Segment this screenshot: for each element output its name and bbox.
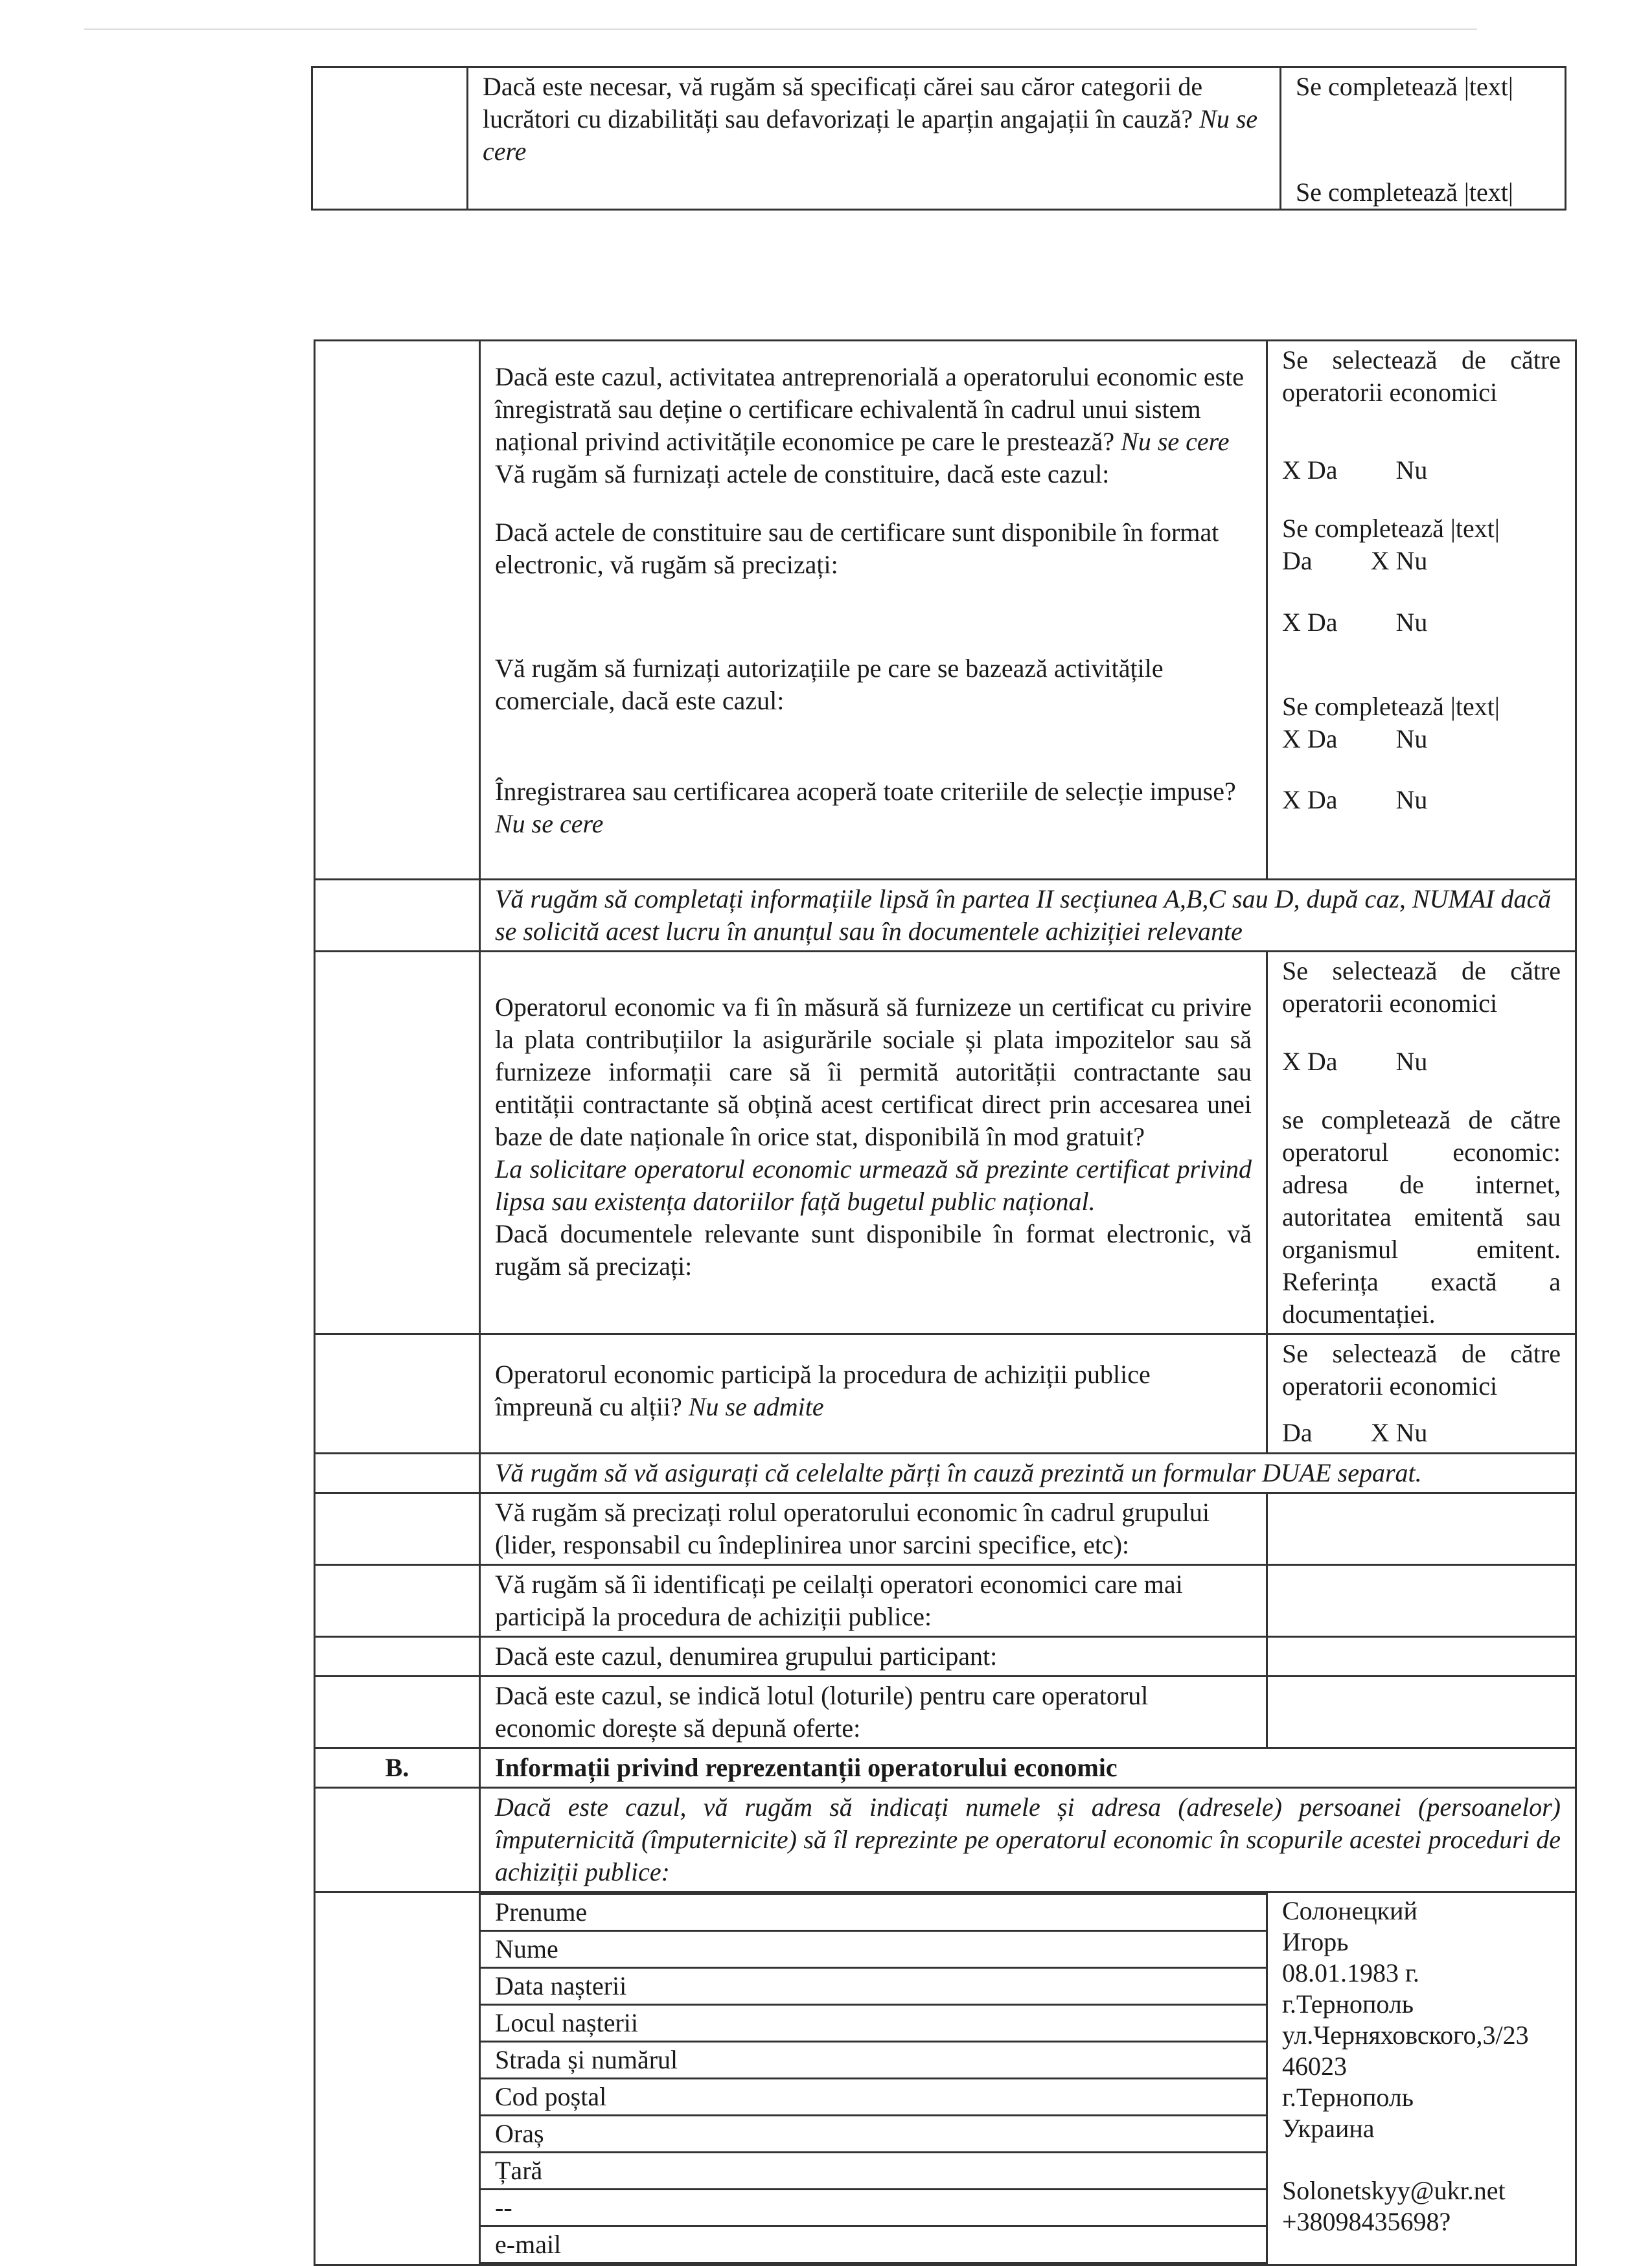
section-letter: B.	[315, 1748, 480, 1788]
option-da[interactable]: Da	[1282, 1418, 1313, 1447]
q10-text: Dacă este cazul, se indică lotul (loturile) pentru care operatorul economic dorește să depună oferte:	[480, 1677, 1267, 1748]
group-participation-answers	[1267, 1334, 1576, 1454]
q8-text: Vă rugăm să îi identificați pe ceilalți operatori economici care mai participă la procedura de achiziții publice:	[480, 1565, 1267, 1637]
option-nu-checked[interactable]: X Nu	[1370, 1418, 1428, 1447]
q7-answer[interactable]	[1267, 1493, 1576, 1565]
table-disability-categories	[311, 66, 1566, 211]
value-0: Солонецкий	[1282, 1896, 1417, 1925]
instruction-separate-form: Vă rugăm să vă asigurați că celelalte părți în cauză prezintă un formular DUAE separat.	[480, 1454, 1576, 1493]
option-da-checked[interactable]: X Da	[1282, 1047, 1338, 1076]
note-text: Nu se cere	[483, 104, 1258, 166]
label-8: --	[481, 2190, 1266, 2226]
q5-text: Operatorul economic va fi în măsură să furnizeze un certificat cu privire la plata contribuțiilor la asigurările sociale și plata impozitelor sau să furnizeze informații care să îi permită autorității contractante sau entității contractante să obțină acest certificat direct prin accesarea unei baze de date naționale în orice stat, disponibilă în mod gratuit?	[495, 992, 1252, 1151]
q9-text: Dacă este cazul, denumirea grupului participant:	[480, 1637, 1267, 1677]
q10-answer[interactable]	[1267, 1677, 1576, 1748]
representative-instruction: Dacă este cazul, vă rugăm să indicați numele și adresa (adresele) persoanei (persoanelor) împuternicită (împuternicite) să îl reprezinte pe operatorul economic în scopurile acestei proceduri de achiziții publice:	[480, 1788, 1576, 1892]
option-da-checked[interactable]: X Da	[1282, 785, 1338, 814]
q5-italic-note: La solicitare operatorul economic urmează să prezinte certificat privind lipsa sau existența datoriilor față bugetul public național.	[495, 1154, 1252, 1216]
value-1: Игорь	[1282, 1927, 1349, 1956]
answer-field-1[interactable]: Se completează |text|	[1296, 72, 1513, 101]
empty-cell	[315, 1334, 480, 1454]
q1b-text: Vă rugăm să furnizați actele de constituire, dacă este cazul:	[495, 459, 1110, 488]
option-da[interactable]: Da	[1282, 546, 1313, 575]
instruction-missing-info: Vă rugăm să completați informațiile lipsă în partea II secțiunea A,B,C sau D, după caz, NUMAI dacă se solicită acest lucru în anunțul sau în documentele achiziției relevante	[480, 880, 1576, 952]
certificate-answers	[1267, 952, 1576, 1334]
table-operator-info	[314, 339, 1577, 2266]
value-2: 08.01.1983 г.	[1282, 1958, 1419, 1987]
representative-values	[1267, 1892, 1576, 2265]
group-participation-question	[480, 1334, 1267, 1454]
label-4: Strada și numărul	[481, 2042, 1266, 2079]
empty-cell	[315, 341, 480, 880]
label-9: e-mail	[481, 2226, 1266, 2263]
label-3: Locul nașterii	[481, 2005, 1266, 2042]
empty-cell	[315, 1892, 480, 2265]
text-field[interactable]: Se completează |text|	[1282, 514, 1500, 543]
answer-cell	[1281, 67, 1566, 210]
select-hint: Se selectează de către operatorii economici	[1282, 345, 1561, 407]
label-1: Nume	[481, 1931, 1266, 1968]
empty-cell	[312, 67, 468, 210]
option-nu[interactable]: Nu	[1395, 608, 1428, 637]
certificate-text-field[interactable]: se completează de către operatorul economic: adresa de internet, autoritatea emitentă sau organismul emitent. Referința exactă a documentației.	[1282, 1105, 1561, 1329]
option-da-checked[interactable]: X Da	[1282, 724, 1338, 753]
labels-list	[481, 1893, 1266, 2264]
option-nu-checked[interactable]: X Nu	[1370, 546, 1428, 575]
label-2: Data nașterii	[481, 1968, 1266, 2005]
q1-note: Nu se cere	[1121, 427, 1230, 456]
option-nu[interactable]: Nu	[1395, 455, 1428, 485]
section-title: Informații privind reprezentanții operatorului economic	[480, 1748, 1576, 1788]
q6-note: Nu se admite	[688, 1392, 824, 1421]
answer-field-2[interactable]: Se completează |text|	[1296, 177, 1513, 207]
scan-edge-line	[84, 29, 1477, 30]
value-4: ул.Черняховского,3/23	[1282, 2020, 1529, 2050]
value-5: 46023	[1282, 2052, 1347, 2081]
value-6: г.Тернополь	[1282, 2083, 1414, 2112]
value-3: г.Тернополь	[1282, 1989, 1414, 2019]
option-nu[interactable]: Nu	[1395, 1047, 1428, 1076]
q8-answer[interactable]	[1267, 1565, 1576, 1637]
empty-cell	[315, 1565, 480, 1637]
label-0: Prenume	[481, 1894, 1266, 1931]
registration-questions	[480, 341, 1267, 880]
empty-cell	[315, 952, 480, 1334]
q6-text: Operatorul economic participă la procedura de achiziții publice împreună cu alții?	[495, 1360, 1151, 1421]
text-field[interactable]: Se completează |text|	[1282, 692, 1500, 721]
q5b-text: Dacă documentele relevante sunt disponibile în format electronic, vă rugăm să precizați:	[495, 1219, 1252, 1281]
registration-answers	[1267, 341, 1576, 880]
q4-text: Înregistrarea sau certificarea acoperă toate criteriile de selecție impuse?	[495, 777, 1236, 806]
value-8	[1282, 2144, 1561, 2175]
select-hint: Se selectează de către operatorii economici	[1282, 956, 1561, 1018]
value-10: +38098435698?	[1282, 2207, 1451, 2236]
label-5: Cod poștal	[481, 2079, 1266, 2116]
q9-answer[interactable]	[1267, 1637, 1576, 1677]
value-9: Solonetskyy@ukr.net	[1282, 2176, 1506, 2205]
q7-text: Vă rugăm să precizați rolul operatorului economic în cadrul grupului (lider, responsabil cu îndeplinirea unor sarcini specifice, etc):	[480, 1493, 1267, 1565]
certificate-question	[480, 952, 1267, 1334]
question-text: Dacă este necesar, vă rugăm să specificați cărei sau căror categorii de lucrători cu dizabilități sau defavorizați le aparțin angajații în cauză?	[483, 72, 1203, 133]
q4-note: Nu se cere	[495, 809, 604, 838]
empty-cell	[315, 1788, 480, 1892]
label-7: Țară	[481, 2153, 1266, 2190]
empty-cell	[315, 1677, 480, 1748]
label-6: Oraș	[481, 2116, 1266, 2153]
option-nu[interactable]: Nu	[1395, 785, 1428, 814]
q3-text: Vă rugăm să furnizați autorizațiile pe care se bazează activitățile comerciale, dacă este cazul:	[495, 654, 1164, 715]
empty-cell	[315, 1493, 480, 1565]
value-7: Украина	[1282, 2114, 1375, 2143]
q2-text: Dacă actele de constituire sau de certificare sunt disponibile în format electronic, vă rugăm să precizați:	[495, 518, 1219, 579]
option-nu[interactable]: Nu	[1395, 724, 1428, 753]
empty-cell	[315, 880, 480, 952]
empty-cell	[315, 1637, 480, 1677]
option-da-checked[interactable]: X Da	[1282, 608, 1338, 637]
select-hint: Se selectează de către operatorii economici	[1282, 1339, 1561, 1401]
representative-labels	[480, 1892, 1267, 2265]
q1-text: Dacă este cazul, activitatea antreprenorială a operatorului economic este înregistrată sau deține o certificare echivalentă în cadrul unui sistem național privind activitățile economice pe care le prestează?	[495, 362, 1245, 456]
option-da-checked[interactable]: X Da	[1282, 455, 1338, 485]
empty-cell	[315, 1454, 480, 1493]
question-cell	[468, 67, 1281, 210]
